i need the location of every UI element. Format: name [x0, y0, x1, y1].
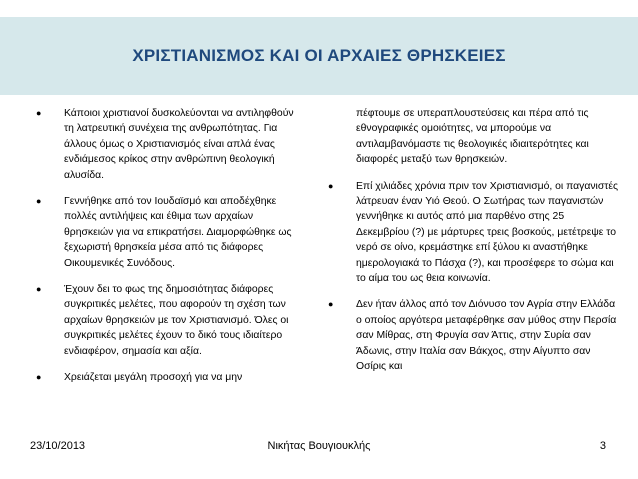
left-column: [36, 106, 304, 397]
list-item: [328, 179, 618, 287]
bullet-text: Δεν ήταν άλλος από τον Διόνυσο τον Αγρία στην Ελλάδα ο οποίος αργότερα μεταφέρθηκε σαν μύθος στην Περσία σαν Μίθρας, στη Φρυγία σαν Άττις, στην Συρία σαν Άδωνις, στην Ιταλία σαν Βάκχος, στην Αίγυπτο σαν Οσίρις και: [356, 299, 617, 373]
bullet-text: Χρειάζεται μεγάλη προσοχή για να μην: [64, 372, 243, 384]
list-item: [328, 297, 618, 374]
bullet-text: Έχουν δει το φως της δημοσιότητας διάφορες συγκριτικές μελέτες, που αφορούν τη σχέση των αρχαίων θρησκειών με τον Χριστιανισμό. Όλες οι συγκριτικές μελέτες έχουν το δικό τους ιδιαίτερο ενδιαφέρον, σημασία και αξία.: [64, 284, 289, 357]
bullet-text: Επί χιλιάδες χρόνια πριν τον Χριστιανισμό, οι παγανιστές λάτρευαν έναν Υιό Θεού. Ο Σωτήρας των παγανιστών γεννήθηκε κι αυτός από μια παρθένο στης 25 Δεκεμβρίου (?) με μάρτυρες τρεις βοσκούς, μετέτρεψε το νερό σε οίνο, κρεμάστηκε επί ξύλου κι αναστήθηκε ημερολογιακά το Πάσχα (?), και προσέφερε το σώμα και το αίμα του ως θεια κοινωνία.: [356, 180, 619, 285]
bullet-icon: ●: [328, 180, 334, 191]
page-number: 3: [599, 440, 606, 452]
bullet-icon: ●: [328, 299, 334, 310]
bullet-icon: ●: [36, 284, 42, 295]
list-item: [36, 370, 304, 385]
slide-title: ΧΡΙΣΤΙΑΝΙΣΜΟΣ ΚΑΙ ΟΙ ΑΡΧΑΙΕΣ ΘΡΗΣΚΕΙΕΣ: [132, 46, 506, 65]
bullet-text: Κάποιοι χριστιανοί δυσκολεύονται να αντιληφθούν τη λατρευτική συνέχεια της ανθρωπότητας. Για άλλους όμως ο Χριστιανισμός είναι απλά ένας ενδιάμεσος κρίκος στην ανθρώπινη θεολογική αλυσίδα.: [64, 108, 294, 181]
list-item: [36, 194, 304, 271]
footer-author: Νικήτας Βουγιουκλής: [267, 440, 371, 452]
list-item-continuation: [328, 106, 618, 168]
footer-date: 23/10/2013: [30, 440, 86, 452]
bullet-icon: ●: [36, 372, 42, 383]
list-item: [36, 282, 304, 359]
bullet-text: Γεννήθηκε από τον Ιουδαϊσμό και αποδέχθηκε πολλές αντιλήψεις και έθιμα των αρχαίων θρησκειών για να επικρατήσει. Διαμορφώθηκε ως ξεχωριστή θρησκεία μέσα από τις διάφορες Οικουμενικές Συνόδους.: [64, 196, 292, 269]
title-band: [0, 17, 638, 95]
right-column: [328, 106, 618, 386]
list-item: [36, 106, 304, 183]
continuation-text: πέφτουμε σε υπεραπλουστεύσεις και πέρα από τις εθνογραφικές ομοιότητες, να μπορούμε να αντιλαμβανόμαστε τις θεολογικές ιδιαιτερότητες και διαφορές μεταξύ των θρησκειών.: [356, 108, 589, 166]
bullet-icon: ●: [36, 108, 42, 118]
bullet-icon: ●: [36, 196, 42, 207]
